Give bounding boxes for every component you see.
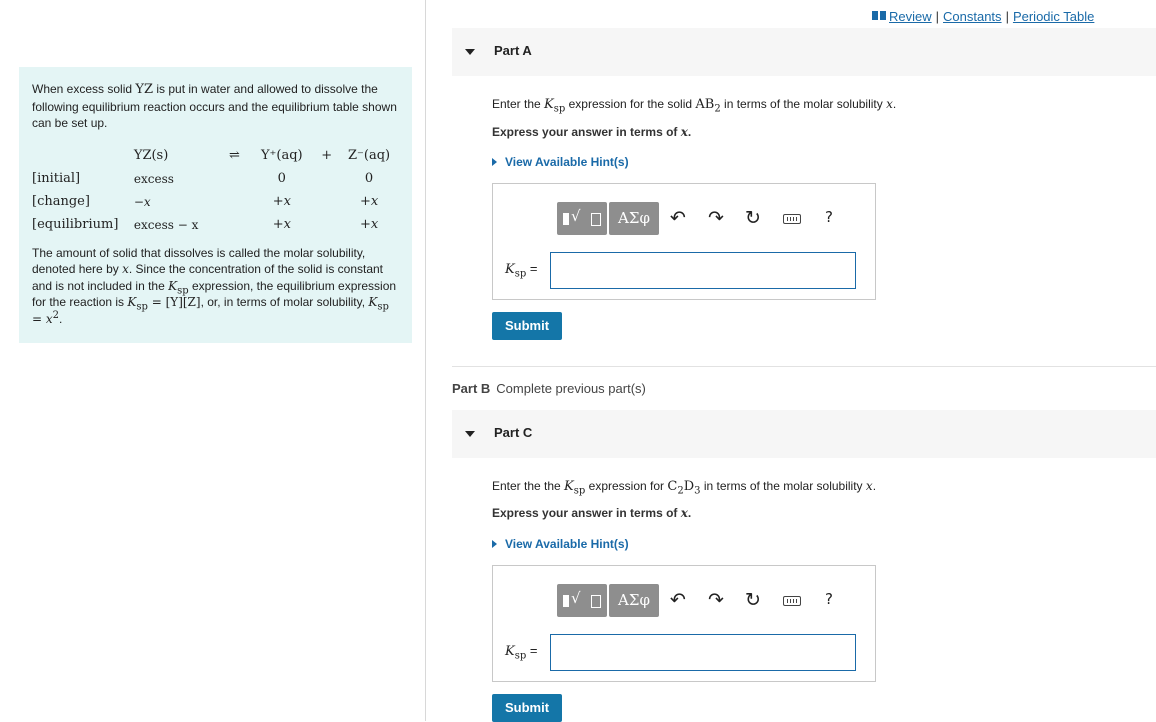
part-a-instruction [492, 125, 691, 139]
part-a-answer-box [492, 183, 876, 300]
instruction-text: Express your answer in terms of [492, 506, 681, 520]
equals-sign: = [529, 643, 538, 658]
question-text: expression for the solid [565, 97, 696, 111]
ksp-subscript: sp [514, 268, 527, 280]
book-icon [872, 11, 886, 20]
ksp-subscript: sp [177, 284, 189, 296]
template-square-icon [563, 213, 569, 225]
exponent: 2 [52, 309, 60, 321]
ksp-symbol: K [168, 278, 178, 293]
intro-text: When excess solid [32, 82, 136, 96]
link-separator: | [935, 9, 940, 24]
constants-link[interactable]: Constants [943, 9, 1002, 24]
intro-paragraph-2 [32, 245, 399, 328]
ksp-subscript: sp [573, 485, 586, 497]
formula-subscript: 3 [694, 485, 701, 497]
equilibrium-arrow: ⇌ [229, 147, 240, 163]
part-a-header[interactable] [452, 28, 1156, 76]
ksp-equation: = x [32, 311, 53, 326]
question-text: Enter the [492, 97, 545, 111]
expand-triangle-icon [492, 540, 497, 548]
ksp-subscript: sp [377, 301, 389, 313]
var-x: x [680, 506, 688, 520]
ksp-subscript: sp [514, 650, 527, 662]
collapse-triangle-icon[interactable] [465, 431, 475, 437]
intro-text: The amount of solid that dissolves is called the molar solubility, denoted here by [32, 245, 366, 276]
template-square-icon [563, 595, 569, 607]
cell-anion: 0 [364, 170, 374, 186]
instruction-text: . [687, 506, 692, 520]
cell-cation: 0 [277, 170, 286, 186]
part-c-submit-button[interactable]: Submit [492, 694, 562, 722]
cell-solid: −x [133, 194, 151, 209]
greek-symbols-button[interactable]: ΑΣφ [609, 584, 659, 617]
instruction-text: . [687, 125, 692, 139]
resource-links [872, 9, 1094, 24]
instruction-text: Express your answer in terms of [492, 125, 681, 139]
greek-symbols-button[interactable]: ΑΣφ [609, 202, 659, 235]
cell-cation: +x [272, 216, 291, 232]
hint-label: View Available Hint(s) [505, 537, 629, 551]
ksp-answer-label [505, 261, 538, 280]
question-text: in terms of the molar solubility [720, 97, 887, 111]
intro-panel [19, 67, 412, 343]
ksp-symbol: K [564, 479, 574, 494]
var-x: x [865, 479, 873, 493]
ksp-subscript: sp [553, 103, 566, 115]
part-c-header[interactable] [452, 410, 1156, 458]
part-b-status: Complete previous part(s) [496, 381, 646, 396]
pane-divider[interactable] [425, 0, 426, 721]
question-text: . [872, 479, 877, 493]
reaction-plus: + [321, 147, 333, 163]
reset-icon[interactable]: ↻ [745, 207, 761, 229]
part-b-header [452, 381, 646, 396]
table-row [32, 191, 399, 214]
cell-solid: excess [133, 171, 174, 186]
table-row [32, 168, 399, 191]
row-label: [initial] [32, 170, 81, 186]
divider [452, 366, 1156, 367]
review-link[interactable]: Review [889, 9, 932, 24]
equals-sign: = [529, 261, 538, 276]
row-label: [change] [32, 193, 90, 209]
radical-icon: √ [571, 207, 581, 225]
intro-text: . [59, 311, 63, 326]
ksp-symbol: K [544, 97, 554, 112]
help-button[interactable]: ? [825, 208, 833, 226]
help-button[interactable]: ? [825, 590, 833, 608]
ksp-answer-label [505, 643, 538, 662]
ksp-equation: = [Y][Z] [147, 295, 201, 309]
ksp-symbol: K [127, 295, 137, 309]
redo-icon[interactable]: ↷ [708, 207, 724, 229]
table-row [32, 214, 399, 237]
part-b-title: Part B [452, 381, 491, 396]
formula-c: C [667, 479, 678, 494]
collapse-triangle-icon[interactable] [465, 49, 475, 55]
question-text: Enter the the [492, 479, 565, 493]
intro-text: . Since the concentration of the solid is constant and is not included in the [32, 262, 384, 293]
periodic-table-link[interactable]: Periodic Table [1012, 9, 1095, 24]
intro-text: expression, the equilibrium expression for the reaction is [32, 278, 397, 309]
cell-anion: +x [359, 216, 379, 232]
cell-solid: excess − x [133, 217, 199, 232]
part-c-answer-input[interactable] [550, 634, 856, 671]
part-c-title: Part C [494, 425, 533, 440]
ksp-symbol: K [505, 262, 515, 277]
expand-triangle-icon [492, 158, 497, 166]
cell-anion: +x [359, 193, 379, 209]
part-c-answer-box [492, 565, 876, 682]
part-a-submit-button[interactable]: Submit [492, 312, 562, 340]
template-box-icon [591, 213, 601, 226]
question-text: in terms of the molar solubility [700, 479, 866, 493]
formula-yz: YZ [135, 82, 154, 97]
var-x: x [122, 262, 129, 276]
var-x: x [886, 97, 893, 111]
part-c-question [492, 479, 877, 497]
undo-icon[interactable]: ↶ [670, 589, 686, 611]
part-c-instruction [492, 506, 691, 520]
template-box-icon [591, 595, 601, 608]
question-text: expression for [585, 479, 668, 493]
var-x: x [680, 125, 688, 139]
ksp-symbol: K [368, 295, 378, 309]
cell-cation: +x [272, 193, 291, 209]
intro-text: is put in water and allowed to dissolve the following equilibrium reaction occurs and the equilibrium table shown can be set up. [32, 82, 397, 130]
reaction-anion: Z⁻(aq) [347, 147, 391, 163]
equilibrium-table [32, 145, 399, 237]
reset-icon[interactable]: ↻ [745, 589, 761, 611]
ksp-symbol: K [505, 644, 515, 659]
templates-button[interactable] [557, 202, 607, 235]
ksp-subscript: sp [136, 301, 148, 313]
reaction-reactant: YZ(s) [133, 147, 169, 163]
table-header-row [32, 145, 399, 168]
link-separator: | [1005, 9, 1009, 24]
part-c-hint-toggle[interactable] [492, 537, 629, 551]
row-label: [equilibrium] [32, 216, 119, 232]
undo-icon[interactable]: ↶ [670, 207, 686, 229]
intro-paragraph-1 [32, 81, 399, 132]
hint-label: View Available Hint(s) [505, 155, 629, 169]
part-a-hint-toggle[interactable] [492, 155, 629, 169]
formula-ab2: AB [695, 97, 715, 112]
formula-d: D [683, 479, 695, 494]
redo-icon[interactable]: ↷ [708, 589, 724, 611]
keyboard-icon[interactable] [783, 596, 801, 606]
formula-subscript: 2 [677, 485, 684, 497]
radical-icon: √ [571, 589, 581, 607]
part-a-question [492, 97, 897, 115]
question-text: . [892, 97, 897, 111]
formula-subscript: 2 [714, 103, 721, 115]
part-a-answer-input[interactable] [550, 252, 856, 289]
keyboard-icon[interactable] [783, 214, 801, 224]
part-a-title: Part A [494, 43, 532, 58]
templates-button[interactable] [557, 584, 607, 617]
reaction-cation: Y⁺(aq) [260, 147, 303, 163]
intro-text: , or, in terms of molar solubility, [200, 295, 369, 309]
